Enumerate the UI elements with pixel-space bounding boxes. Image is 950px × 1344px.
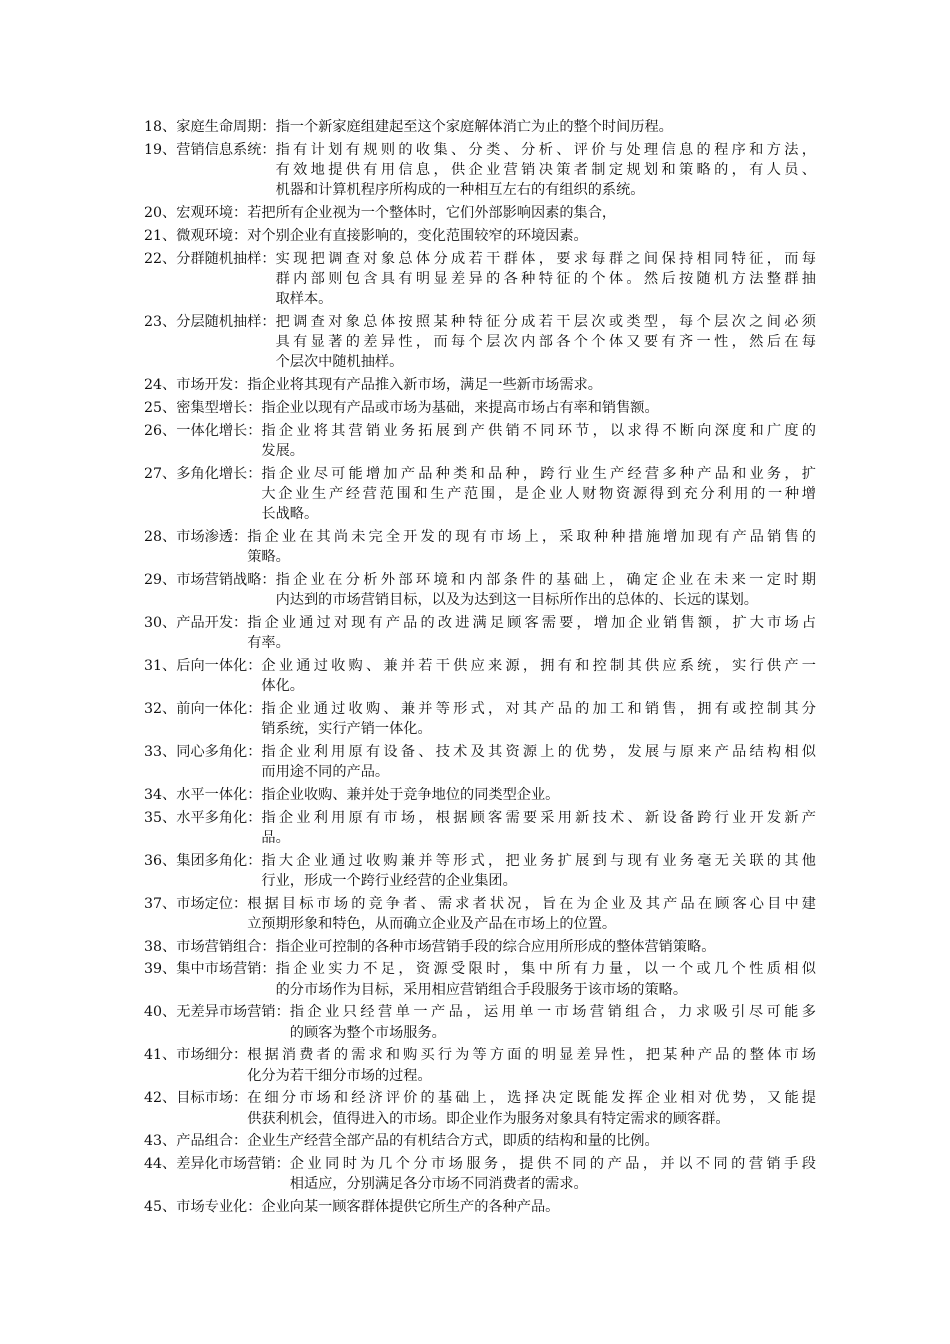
entry-term: 市场定位：: [176, 895, 248, 912]
entry-definition: [247, 375, 816, 395]
entry-number: 38、: [144, 938, 177, 955]
entry-definition: [276, 249, 816, 310]
definition-entry: [144, 570, 816, 610]
definition-entry: [144, 742, 816, 782]
entry-term: 市场细分：: [176, 1047, 248, 1064]
entry-number: 21、: [144, 227, 177, 244]
entry-definition: [276, 959, 816, 999]
definition-line: 有率。: [247, 635, 290, 651]
entry-term: 市场开发：: [176, 377, 248, 393]
definition-line: 具有显著的差异性，而每个层次内部各个个体又要有齐一性，然后在每: [275, 334, 816, 350]
definition-line: 指企业通过对现有产品的改进满足顾客需要，增加企业销售额，扩大市场占: [247, 614, 816, 631]
definition-line: 指企业在其尚未完全开发的现有市场上，采取种种措施增加现有产品销售的: [247, 528, 816, 545]
entry-term: 集团多角化：: [176, 852, 262, 869]
entry-number: 31、: [144, 657, 177, 674]
entry-term: 集中市场营销：: [176, 961, 276, 978]
entry-term: 微观环境：: [176, 227, 248, 244]
definition-entry: [144, 1131, 816, 1151]
definition-entry: [144, 117, 816, 137]
entry-definition: [261, 656, 816, 696]
entry-number: 44、: [144, 1156, 177, 1173]
entry-definition: [276, 117, 816, 137]
definition-line: 指企业通过收购、兼并等形式，对其产品的加工和销售，拥有或控制其分: [261, 700, 816, 717]
entry-number: 34、: [144, 786, 177, 803]
definition-line: 品。: [261, 829, 290, 846]
entry-term: 无差异市场营销：: [176, 1004, 290, 1021]
definition-entry: [144, 894, 816, 934]
definition-line: 销系统，实行产销一体化。: [261, 721, 432, 737]
definition-list: [144, 117, 816, 1220]
entry-number: 22、: [144, 250, 177, 267]
definition-line: 指企业收购、兼并处于竞争地位的同类型企业。: [261, 786, 560, 803]
definition-entry: [144, 312, 816, 373]
definition-line: 企业向某一顾客群体提供它所生产的各种产品。: [261, 1199, 560, 1216]
definition-entry: [144, 249, 816, 310]
entry-definition: [290, 1002, 816, 1042]
entry-term: 密集型增长：: [176, 399, 262, 416]
definition-entry: [144, 937, 816, 957]
definition-entry: [144, 1197, 816, 1217]
definition-entry: [144, 959, 816, 999]
entry-term: 同心多角化：: [176, 743, 262, 760]
entry-number: 19、: [144, 141, 177, 158]
entry-number: 25、: [144, 399, 177, 416]
definition-line: 群内部则包含具有明显差异的各种特征的个体。然后按随机方法整群抽: [275, 270, 816, 287]
entry-term: 分群随机抽样：: [176, 250, 276, 267]
entry-number: 18、: [144, 119, 177, 135]
definition-line: 把调查对象总体按照某种特征分成若干层次或类型，每个层次之间必须: [275, 313, 816, 330]
definition-entry: [144, 398, 816, 418]
definition-entry: [144, 1154, 816, 1194]
entry-definition: [247, 1131, 816, 1151]
definition-line: 内达到的市场营销目标，以及为达到这一目标所作出的总体的、长远的谋划。: [275, 592, 758, 608]
definition-line: 立预期形象和特色，从而确立企业及产品在市场上的位置。: [247, 915, 617, 932]
entry-definition: [261, 851, 816, 891]
entry-number: 45、: [144, 1199, 177, 1216]
entry-number: 23、: [144, 313, 177, 330]
definition-line: 根据消费者的需求和购买行为等方面的明显差异性，把某种产品的整体市场: [247, 1047, 816, 1064]
definition-line: 指一个新家庭组建起至这个家庭解体消亡为止的整个时间历程。: [275, 119, 673, 135]
definition-line: 指有计划有规则的收集、分类、分析、评价与处理信息的程序和方法，: [275, 141, 816, 158]
definition-line: 在细分市场和经济评价的基础上，选择决定既能发挥企业相对优势，又能提: [247, 1090, 816, 1107]
entry-definition: [247, 1045, 816, 1085]
definition-line: 的分市场作为目标，采用相应营销组合手段服务于该市场的策略。: [275, 981, 688, 998]
entry-number: 26、: [144, 422, 177, 439]
entry-number: 37、: [144, 895, 177, 912]
definition-line: 发展。: [261, 442, 304, 459]
entry-term: 水平一体化：: [176, 786, 262, 803]
entry-definition: [261, 1197, 816, 1217]
entry-definition: [247, 894, 816, 934]
definition-line: 指企业只经营单一产品，运用单一市场营销组合，力求吸引尽可能多: [289, 1004, 816, 1021]
entry-definition: [261, 808, 816, 848]
definition-line: 行业，形成一个跨行业经营的企业集团。: [261, 872, 517, 889]
entry-number: 30、: [144, 614, 177, 631]
definition-entry: [144, 1088, 816, 1128]
entry-term: 一体化增长：: [176, 422, 262, 439]
entry-number: 20、: [144, 205, 177, 221]
definition-line: 有效地提供有用信息，供企业营销决策者制定规划和策略的，有人员、: [275, 162, 816, 178]
entry-term: 市场营销组合：: [176, 938, 276, 955]
definition-line: 机器和计算机程序所构成的一种相互左右的有组织的系统。: [275, 182, 645, 199]
definition-line: 指企业利用原有市场，根据顾客需要采用新技术、新设备跨行业开发新产: [261, 809, 816, 826]
entry-term: 宏观环境：: [176, 205, 248, 221]
definition-entry: [144, 1002, 816, 1042]
entry-term: 市场营销战略：: [176, 571, 276, 588]
definition-line: 指企业将其营销业务拓展到产供销不同环节，以求得不断向深度和广度的: [261, 422, 816, 439]
entry-number: 32、: [144, 700, 177, 717]
entry-term: 营销信息系统：: [176, 141, 276, 158]
definition-entry: [144, 421, 816, 461]
entry-term: 目标市场：: [176, 1090, 248, 1107]
entry-number: 43、: [144, 1133, 177, 1150]
entry-number: 40、: [144, 1004, 177, 1021]
definition-line: 而用途不同的产品。: [261, 764, 390, 780]
definition-line: 大企业生产经营范围和生产范围，是企业人财物资源得到充分利用的一种增: [261, 485, 816, 502]
definition-entry: [144, 527, 816, 567]
definition-entry: [144, 203, 816, 223]
definition-line: 的顾客为整个市场服务。: [289, 1024, 446, 1041]
entry-term: 产品组合：: [176, 1133, 248, 1150]
entry-definition: [261, 742, 816, 782]
definition-line: 实现把调查对象总体分成若干群体，要求每群之间保持相同特征，而每: [275, 250, 816, 267]
definition-line: 相适应，分别满足各分市场不同消费者的需求。: [289, 1176, 588, 1193]
definition-line: 长战略。: [261, 506, 319, 522]
definition-line: 化分为若干细分市场的过程。: [247, 1067, 432, 1084]
entry-definition: [276, 312, 816, 373]
entry-number: 41、: [144, 1047, 177, 1064]
entry-term: 市场渗透：: [176, 528, 248, 545]
definition-entry: [144, 656, 816, 696]
entry-term: 差异化市场营销：: [176, 1156, 290, 1173]
definition-entry: [144, 699, 816, 739]
entry-number: 36、: [144, 852, 177, 869]
definition-entry: [144, 613, 816, 653]
definition-line: 指企业尽可能增加产品种类和品种，跨行业生产经营多种产品和业务，扩: [261, 465, 816, 482]
definition-line: 指企业实力不足，资源受限时，集中所有力量，以一个或几个性质相似: [275, 961, 816, 978]
definition-line: 供获利机会，值得进入的市场。即企业作为服务对象具有特定需求的顾客群。: [247, 1110, 730, 1127]
entry-term: 水平多角化：: [176, 809, 262, 826]
entry-number: 29、: [144, 571, 177, 588]
entry-definition: [276, 570, 816, 610]
entry-definition: [261, 785, 816, 805]
definition-line: 指企业以现有产品或市场为基础，来提高市场占有率和销售额。: [261, 399, 659, 416]
definition-line: 个层次中随机抽样。: [275, 354, 404, 371]
entry-definition: [247, 203, 816, 223]
definition-entry: [144, 140, 816, 201]
entry-term: 后向一体化：: [176, 657, 262, 674]
entry-definition: [247, 613, 816, 653]
entry-term: 市场专业化：: [176, 1199, 262, 1216]
entry-term: 分层随机抽样：: [176, 313, 276, 330]
definition-line: 指大企业通过收购兼并等形式，把业务扩展到与现有业务毫无关联的其他: [261, 852, 816, 869]
entry-number: 42、: [144, 1090, 177, 1107]
definition-line: 指企业可控制的各种市场营销手段的综合应用所形成的整体营销策略。: [275, 938, 716, 955]
entry-number: 28、: [144, 528, 177, 545]
definition-line: 指企业在分析外部环境和内部条件的基础上，确定企业在未来一定时期: [275, 571, 816, 588]
definition-line: 体化。: [261, 678, 304, 694]
definition-entry: [144, 226, 816, 246]
definition-line: 取样本。: [275, 291, 333, 307]
entry-definition: [290, 1154, 816, 1194]
definition-entry: [144, 1045, 816, 1085]
entry-definition: [261, 699, 816, 739]
entry-definition: [247, 1088, 816, 1128]
entry-definition: [247, 527, 816, 567]
definition-line: 指企业利用原有设备、技术及其资源上的优势，发展与原来产品结构相似: [261, 743, 816, 760]
definition-line: 策略。: [247, 549, 290, 565]
definition-entry: [144, 785, 816, 805]
entry-definition: [276, 140, 816, 201]
entry-term: 产品开发：: [176, 614, 248, 631]
definition-entry: [144, 375, 816, 395]
entry-definition: [261, 464, 816, 525]
entry-number: 39、: [144, 961, 177, 978]
entry-number: 35、: [144, 809, 177, 826]
definition-entry: [144, 808, 816, 848]
definition-line: 企业通过收购、兼并若干供应来源，拥有和控制其供应系统，实行供产一: [261, 657, 816, 674]
definition-line: 企业同时为几个分市场服务，提供不同的产品，并以不同的营销手段: [289, 1156, 816, 1173]
entry-definition: [276, 937, 816, 957]
entry-term: 多角化增长：: [176, 465, 262, 482]
definition-line: 若把所有企业视为一个整体时，它们外部影响因素的集合，: [247, 205, 617, 221]
entry-term: 家庭生命周期：: [176, 119, 276, 135]
definition-line: 企业生产经营全部产品的有机结合方式，即质的结构和量的比例。: [247, 1133, 659, 1150]
entry-number: 33、: [144, 743, 177, 760]
definition-entry: [144, 464, 816, 525]
entry-number: 24、: [144, 377, 177, 393]
entry-definition: [247, 226, 816, 246]
definition-entry: [144, 851, 816, 891]
definition-line: 根据目标市场的竞争者、需求者状况，旨在为企业及其产品在顾客心目中建: [247, 895, 816, 912]
entry-number: 27、: [144, 465, 177, 482]
definition-line: 指企业将其现有产品推入新市场，满足一些新市场需求。: [247, 377, 602, 393]
definition-line: 对个别企业有直接影响的，变化范围较窄的环境因素。: [247, 227, 588, 244]
entry-definition: [261, 398, 816, 418]
entry-term: 前向一体化：: [176, 700, 262, 717]
entry-definition: [261, 421, 816, 461]
